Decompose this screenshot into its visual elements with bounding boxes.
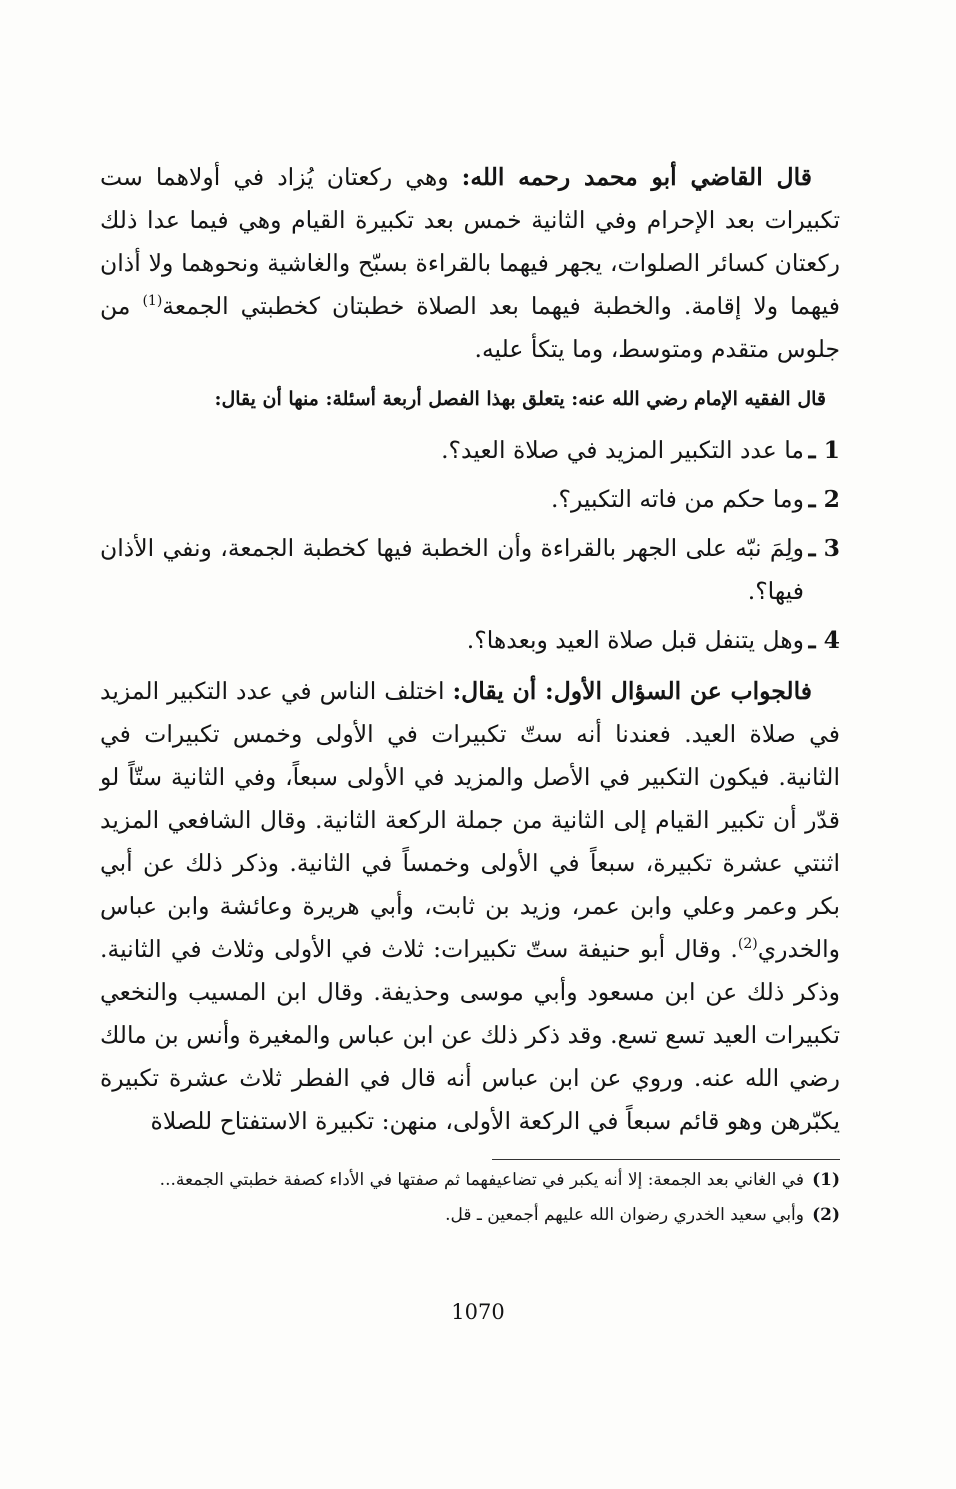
footnotes <box>100 1165 840 1235</box>
footnote <box>100 1200 840 1231</box>
footnote-number: (2) <box>812 1205 840 1225</box>
questions-intro-text: قال الفقيه الإمام رضي الله عنه: يتعلق بهذا الفصل أربعة أسئلة: منها أن يقال: <box>214 388 826 410</box>
paragraph-1 <box>100 156 840 371</box>
question-text: وما حكم من فاته التكبير؟. <box>551 485 804 513</box>
footnote-ref-2: (2) <box>737 936 758 953</box>
footnote-text: وأبي سعيد الخدري رضوان الله عليهم أجمعين ـ قل. <box>445 1205 804 1225</box>
questions-intro <box>100 379 840 419</box>
paragraph-1-text-b: من جلوس متقدم ومتوسط، وما يتكأ عليه. <box>100 292 840 363</box>
footnote-ref-1: (1) <box>142 293 163 310</box>
footnote <box>100 1165 840 1196</box>
question-number: 1 ـ <box>808 436 840 464</box>
paragraph-1-text-a: وهي ركعتان يُزاد في أولاهما ست تكبيرات بعد الإحرام وفي الثانية خمس بعد تكبيرة القيام وهي فيما عدا ذلك ركعتان كسائر الصلوات، يجهر فيهما بالقراءة بسبّح والغاشية ونحوهما ولا أذان فيهما ولا إقامة. والخطبة فيهما بعد الصلاة خطبتان كخطبتي الجمعة <box>100 163 840 320</box>
question-number: 4 ـ <box>808 626 840 654</box>
paragraph-1-lead: قال القاضي أبو محمد رحمه الله: <box>461 163 812 191</box>
main-text <box>100 156 840 1143</box>
question-text: ولِمَ نبّه على الجهر بالقراءة وأن الخطبة فيها كخطبة الجمعة، ونفي الأذان فيها؟. <box>100 534 804 605</box>
question-number: 3 ـ <box>808 534 840 562</box>
question-item <box>100 478 840 521</box>
question-number: 2 ـ <box>808 485 840 513</box>
footnote-number: (1) <box>812 1170 840 1190</box>
page-number: 1070 <box>451 1300 505 1324</box>
question-text: وهل يتنفل قبل صلاة العيد وبعدها؟. <box>466 626 804 654</box>
footnote-text: في الغاني بعد الجمعة: إلا أنه يكبر في تضاعيفهما ثم صفتها في الأداء كصفة خطبتي الجمعة... <box>159 1170 804 1190</box>
question-text: ما عدد التكبير المزيد في صلاة العيد؟. <box>441 436 804 464</box>
question-item <box>100 619 840 662</box>
question-item <box>100 527 840 613</box>
question-item <box>100 429 840 472</box>
answer-text-a: اختلف الناس في عدد التكبير المزيد في صلاة العيد. فعندنا أنه ستّ تكبيرات في الأولى وخمس تكبيرات في الثانية. فيكون التكبير في الأصل والمزيد في الأولى سبعاً، وفي الثانية ستّاً لو قدّر أن تكبير القيام إلى الثانية من جملة الركعة الثانية. وقال الشافعي المزيد اثنتي عشرة تكبيرة، سبعاً في الأولى وخمساً في الثانية. وذكر ذلك عن أبي بكر وعمر وعلي وابن عمر، وزيد بن ثابت، وأبي هريرة وعائشة وابن عباس والخدري <box>100 677 840 963</box>
footnote-divider <box>492 1159 840 1160</box>
answer-text-b: . وقال أبو حنيفة ستّ تكبيرات: ثلاث في الأولى وثلاث في الثانية. وذكر ذلك عن ابن مسعود وأبي موسى وحذيفة. وقال ابن المسيب والنخعي تكبيرات العيد تسع تسع. وقد ذكر ذلك عن ابن عباس والمغيرة وأنس بن مالك رضي الله عنه. وروي عن ابن عباس أنه قال في الفطر ثلاث عشرة تكبيرة يكبّرهن وهو قائم سبعاً في الركعة الأولى، منهن: تكبيرة الاستفتاح للصلاة <box>100 935 840 1135</box>
answer-lead: فالجواب عن السؤال الأول: أن يقال: <box>452 677 812 705</box>
answer-paragraph <box>100 670 840 1143</box>
